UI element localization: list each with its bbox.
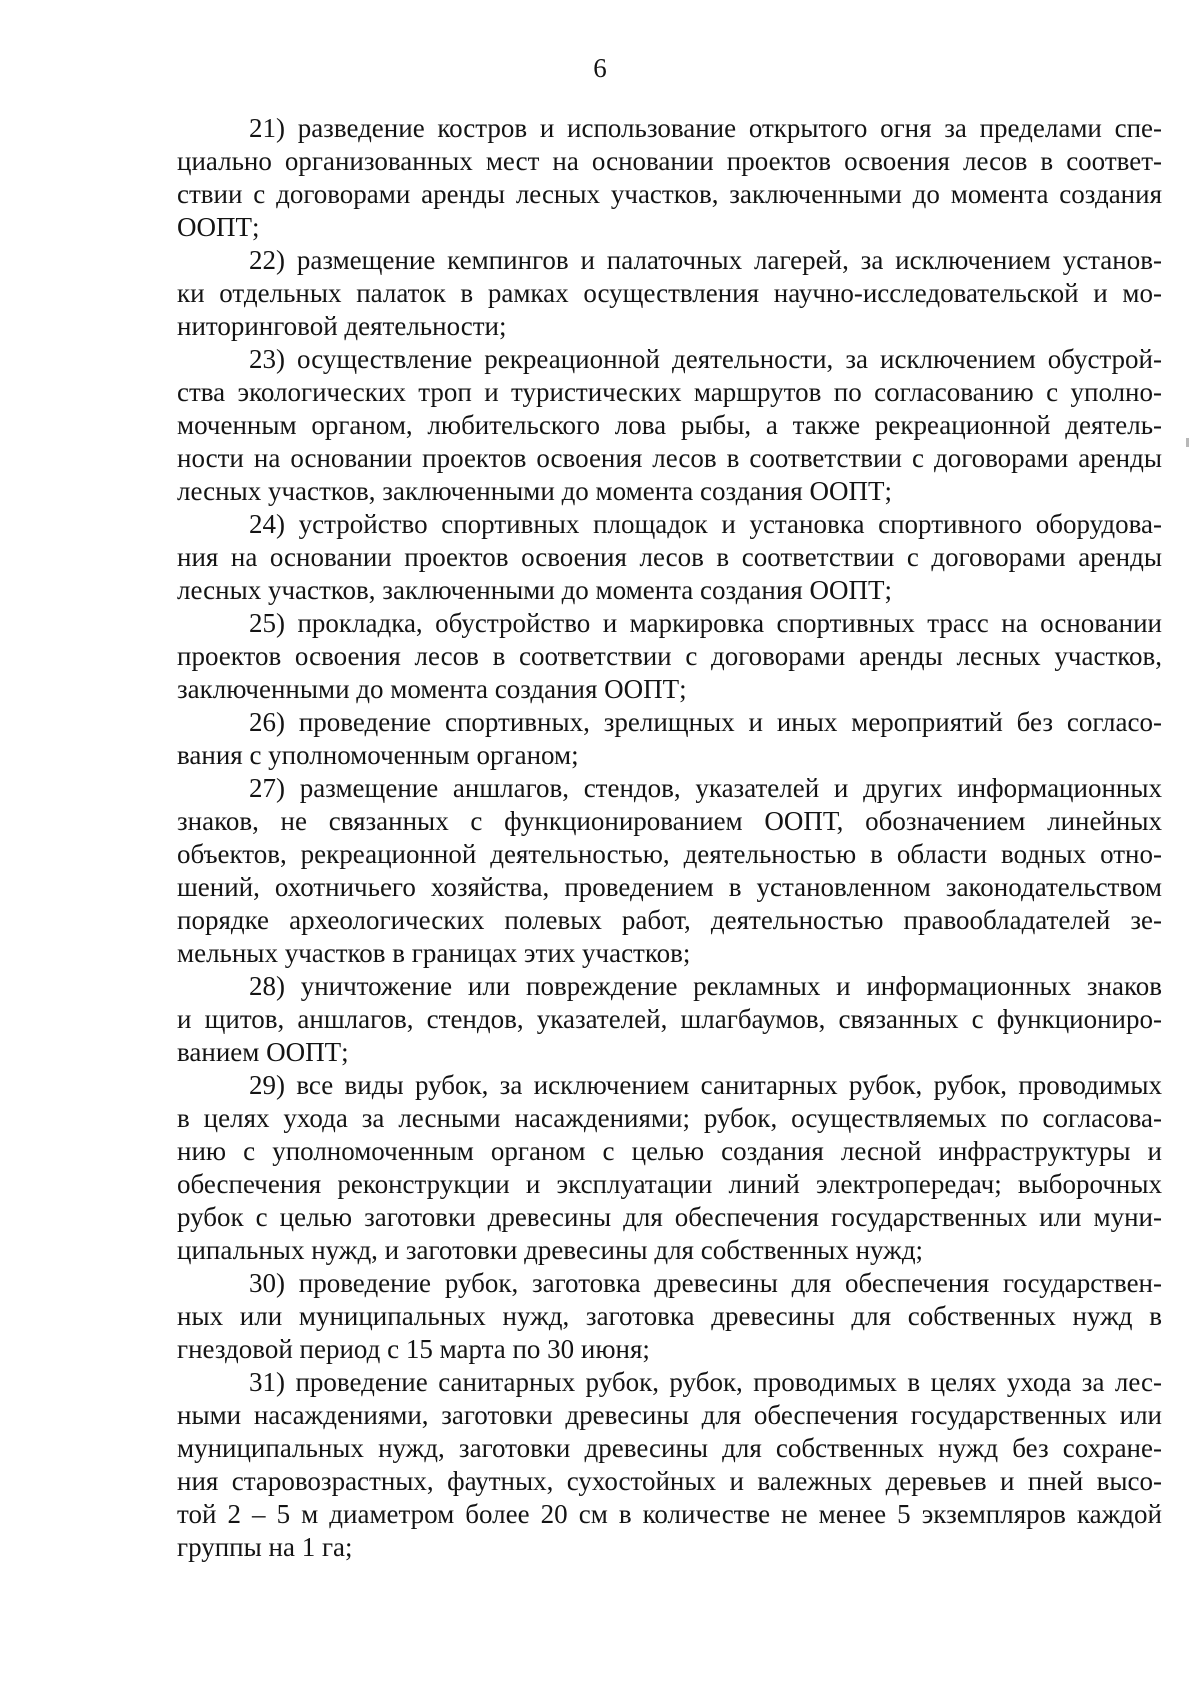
paragraph-line: 24) устройство спортивных площадок и установка спортивного оборудова- xyxy=(249,509,1162,539)
paragraph-line: вания с уполномоченным органом; xyxy=(177,740,579,770)
paragraph-item-22 xyxy=(177,244,1162,343)
paragraph-line: 29) все виды рубок, за исключением санитарных рубок, рубок, проводимых xyxy=(249,1070,1162,1100)
paragraph-line: ния на основании проектов освоения лесов в соответствии с договорами аренды xyxy=(177,542,1162,572)
paragraph-line: ных или муниципальных нужд, заготовка древесины для собственных нужд в xyxy=(177,1301,1162,1331)
paragraph-line: ципальных нужд, и заготовки древесины для собственных нужд; xyxy=(177,1235,924,1265)
paragraph-line: заключенными до момента создания ООПТ; xyxy=(177,674,687,704)
paragraph-line: объектов, рекреационной деятельностью, деятельностью в области водных отно- xyxy=(177,839,1162,869)
paragraph-line: моченным органом, любительского лова рыбы, а также рекреационной деятель- xyxy=(177,410,1162,440)
paragraph-line: ООПТ; xyxy=(177,212,260,242)
paragraph-line: 25) прокладка, обустройство и маркировка спортивных трасс на основании xyxy=(249,608,1162,638)
paragraph-line: ниторинговой деятельности; xyxy=(177,311,507,341)
paragraph-line: порядке археологических полевых работ, деятельностью правообладателей зе- xyxy=(177,905,1162,935)
page-number: 6 xyxy=(593,53,607,83)
paragraph-line: 28) уничтожение или повреждение рекламных и информационных знаков xyxy=(249,971,1162,1001)
paragraph-line: лесных участков, заключенными до момента создания ООПТ; xyxy=(177,575,892,605)
paragraph-line: группы на 1 га; xyxy=(177,1532,353,1562)
paragraph-line: 26) проведение спортивных, зрелищных и иных мероприятий без согласо- xyxy=(249,707,1162,737)
paragraph-item-26 xyxy=(177,706,1162,772)
paragraph-line: шений, охотничьего хозяйства, проведением в установленном законодательством xyxy=(177,872,1162,902)
paragraph-line: лесных участков, заключенными до момента создания ООПТ; xyxy=(177,476,892,506)
paragraph-line: ности на основании проектов освоения лесов в соответствии с договорами аренды xyxy=(177,443,1162,473)
paragraph-line: знаков, не связанных с функционированием ООПТ, обозначением линейных xyxy=(177,806,1162,836)
paragraph-line: муниципальных нужд, заготовки древесины для собственных нужд без сохране- xyxy=(177,1433,1162,1463)
paragraph-item-30 xyxy=(177,1267,1162,1366)
paragraph-line: 21) разведение костров и использование открытого огня за пределами спе- xyxy=(249,113,1162,143)
paragraph-line: мельных участков в границах этих участков; xyxy=(177,938,691,968)
paragraph-line: ными насаждениями, заготовки древесины для обеспечения государственных или xyxy=(177,1400,1162,1430)
paragraph-line: 27) размещение аншлагов, стендов, указателей и других информационных xyxy=(249,773,1162,803)
paragraph-item-28 xyxy=(177,970,1162,1069)
paragraph-item-25 xyxy=(177,607,1162,706)
paragraph-line: 30) проведение рубок, заготовка древесины для обеспечения государствен- xyxy=(249,1268,1162,1298)
paragraph-item-21 xyxy=(177,112,1162,244)
paragraph-item-27 xyxy=(177,772,1162,970)
paragraph-line: циально организованных мест на основании проектов освоения лесов в соответ- xyxy=(177,146,1162,176)
scan-margin-mark xyxy=(1186,438,1189,447)
paragraph-line: рубок с целью заготовки древесины для обеспечения государственных или муни- xyxy=(177,1202,1162,1232)
paragraph-line: 31) проведение санитарных рубок, рубок, проводимых в целях ухода за лес- xyxy=(249,1367,1162,1397)
paragraph-line: обеспечения реконструкции и эксплуатации линий электропередач; выборочных xyxy=(177,1169,1162,1199)
paragraph-line: ствии с договорами аренды лесных участков, заключенными до момента создания xyxy=(177,179,1162,209)
paragraph-item-23 xyxy=(177,343,1162,508)
paragraph-line: ки отдельных палаток в рамках осуществления научно-исследовательской и мо- xyxy=(177,278,1162,308)
paragraph-line: той 2 – 5 м диаметром более 20 см в количестве не менее 5 экземпляров каждой xyxy=(177,1499,1162,1529)
paragraph-line: ния старовозрастных, фаутных, сухостойных и валежных деревьев и пней высо- xyxy=(177,1466,1162,1496)
paragraph-line: в целях ухода за лесными насаждениями; рубок, осуществляемых по согласова- xyxy=(177,1103,1162,1133)
paragraph-line: проектов освоения лесов в соответствии с договорами аренды лесных участков, xyxy=(177,641,1162,671)
paragraph-line: гнездовой период с 15 марта по 30 июня; xyxy=(177,1334,650,1364)
paragraph-line: ства экологических троп и туристических маршрутов по согласованию с уполно- xyxy=(177,377,1162,407)
paragraph-line: 22) размещение кемпингов и палаточных лагерей, за исключением установ- xyxy=(249,245,1162,275)
paragraph-line: 23) осуществление рекреационной деятельности, за исключением обустрой- xyxy=(249,344,1162,374)
document-body xyxy=(177,112,1162,1564)
paragraph-item-29 xyxy=(177,1069,1162,1267)
paragraph-line: ванием ООПТ; xyxy=(177,1037,349,1067)
paragraph-line: и щитов, аншлагов, стендов, указателей, шлагбаумов, связанных с функциониро- xyxy=(177,1004,1162,1034)
paragraph-item-24 xyxy=(177,508,1162,607)
paragraph-item-31 xyxy=(177,1366,1162,1564)
paragraph-line: нию с уполномоченным органом с целью создания лесной инфраструктуры и xyxy=(177,1136,1162,1166)
